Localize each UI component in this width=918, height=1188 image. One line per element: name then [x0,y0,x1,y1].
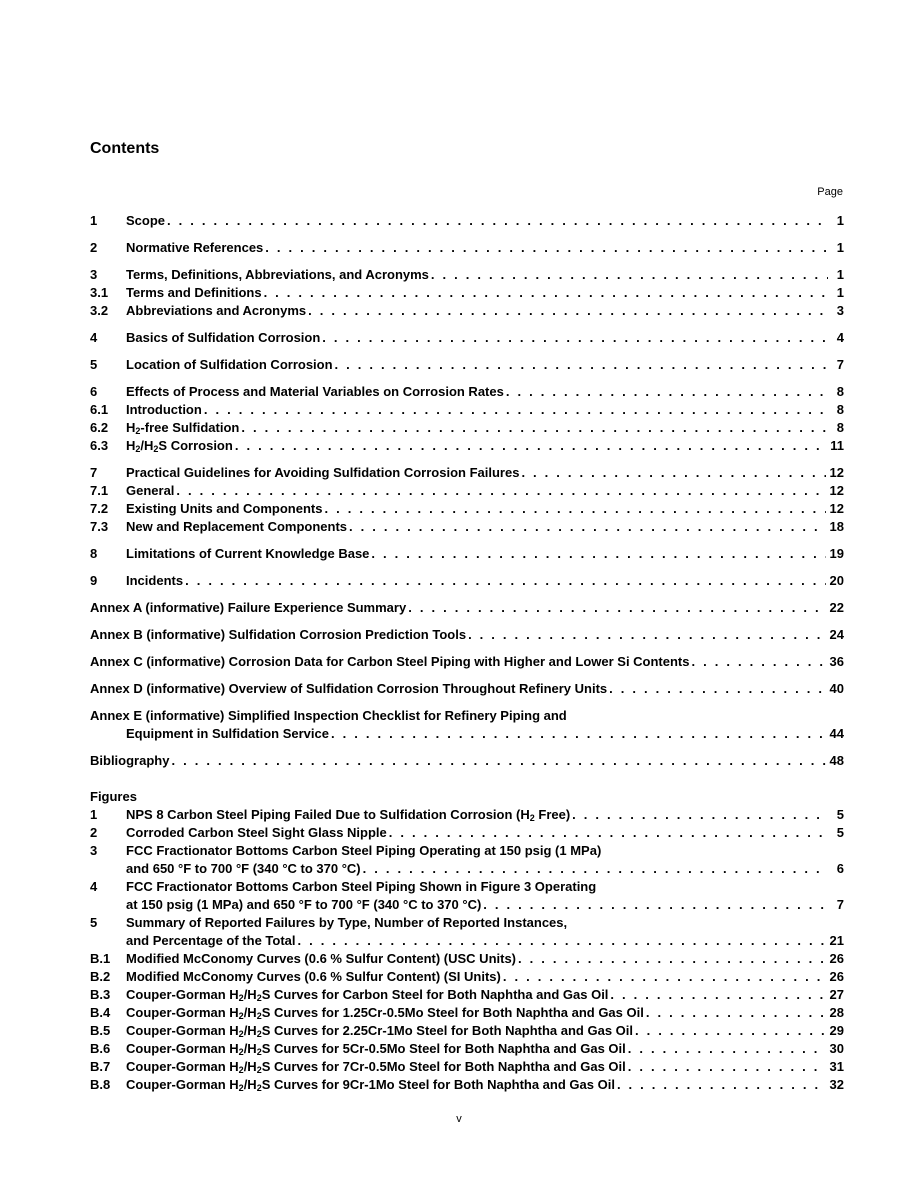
entry-title: Annex E (informative) Simplified Inspection Checklist for Refinery Piping and [90,708,567,723]
entry-number: B.8 [90,1077,111,1092]
entry-title: and Percentage of the Total [126,933,296,948]
dot-leader [363,860,828,878]
entry-number: 5 [90,915,98,930]
entry-number: 2 [90,825,98,840]
entry-title: Modified McConomy Curves (0.6 % Sulfur Content) (USC Units) [126,951,517,966]
entry-title: Couper-Gorman $H_2/H_2S$ Curves for 5Cr-0.5Mo Steel for Both Naphtha and Gas Oil [126,1041,626,1057]
toc-figure-entry[interactable] [90,1040,846,1058]
entry-page-number: 7 [836,897,844,912]
entry-number: 4 [90,330,98,345]
toc-annex-entry[interactable] [90,653,846,671]
entry-page-number: 3 [836,303,844,318]
toc-section-entry[interactable] [90,500,846,518]
entry-number: 1 [90,807,98,822]
dot-leader [322,329,828,347]
entry-title: Annex D (informative) Overview of Sulfidation Corrosion Throughout Refinery Units [90,681,608,696]
entry-title: Limitations of Current Knowledge Base [126,546,370,561]
dot-leader [331,725,826,743]
toc-annex-entry[interactable] [90,599,846,617]
dot-leader [503,968,826,986]
entry-title: Couper-Gorman $H_2/H_2S$ Curves for 9Cr-1Mo Steel for Both Naphtha and Gas Oil [126,1077,615,1093]
entry-page-number: 1 [836,240,844,255]
toc-figure-entry[interactable] [90,878,846,896]
dot-leader [308,302,828,320]
entry-number: B.5 [90,1023,111,1038]
entry-title: Introduction [126,402,202,417]
dot-leader [167,212,828,230]
toc-figure-entry[interactable] [90,950,846,968]
entry-page-number: 1 [836,285,844,300]
toc-section-entry[interactable] [90,572,846,590]
dot-leader [241,419,828,437]
entry-title: FCC Fractionator Bottoms Carbon Steel Piping Shown in Figure 3 Operating [126,879,597,894]
dot-leader [431,266,828,284]
toc-section-entry[interactable] [90,518,846,536]
entry-number: 7 [90,465,98,480]
entry-page-number: 26 [829,969,844,984]
toc-section-entry[interactable] [90,437,846,455]
entry-number: 8 [90,546,98,561]
entry-title: Annex C (informative) Corrosion Data for Carbon Steel Piping with Higher and Lower Si Contents [90,654,690,669]
toc-annex-entry[interactable] [90,707,846,725]
table-of-contents [90,212,846,1094]
toc-figure-entry[interactable] [90,914,846,932]
toc-figure-entry[interactable] [90,968,846,986]
entry-page-number: 7 [836,357,844,372]
document-page [90,0,846,1188]
toc-section-entry[interactable] [90,383,846,401]
entry-number: 7.3 [90,519,109,534]
entry-title: $H_2$-free Sulfidation [126,420,240,436]
entry-page-number: 1 [836,213,844,228]
toc-figure-entry[interactable] [90,1022,846,1040]
dot-leader [389,824,828,842]
toc-annex-entry[interactable] [90,680,846,698]
entry-page-number: 44 [829,726,844,741]
entry-title: Practical Guidelines for Avoiding Sulfidation Corrosion Failures [126,465,520,480]
dot-leader [298,932,826,950]
dot-leader [335,356,828,374]
entry-title: Abbreviations and Acronyms [126,303,307,318]
dot-leader [506,383,828,401]
entry-number: B.3 [90,987,111,1002]
entry-title: Effects of Process and Material Variables on Corrosion Rates [126,384,504,399]
entry-number: B.2 [90,969,111,984]
entry-number: B.1 [90,951,111,966]
toc-section-entry[interactable] [90,419,846,437]
entry-page-number: 31 [829,1059,844,1074]
entry-page-number: 22 [829,600,844,615]
dot-leader [371,545,825,563]
entry-title: Terms, Definitions, Abbreviations, and Acronyms [126,267,429,282]
dot-leader [572,806,828,824]
toc-figure-entry[interactable] [90,824,846,842]
page-title: Contents [90,140,160,157]
toc-figure-entry[interactable] [90,1058,846,1076]
entry-page-number: 20 [829,573,844,588]
toc-figure-entry[interactable] [90,1076,846,1094]
entry-title: at 150 psig (1 MPa) and 650 °F to 700 °F (340 °C to 370 °C) [126,897,482,912]
dot-leader [349,518,825,536]
entry-title: NPS 8 Carbon Steel Piping Failed Due to Sulfidation Corrosion ($H_2$ Free) [126,807,571,823]
entry-number: 5 [90,357,98,372]
dot-leader [518,950,826,968]
toc-section-entry[interactable] [90,356,846,374]
page-number-footer: v [456,1113,462,1125]
dot-leader [483,896,828,914]
toc-section-entry[interactable] [90,545,846,563]
dot-leader [185,572,825,590]
entry-title: Basics of Sulfidation Corrosion [126,330,321,345]
dot-leader [324,500,825,518]
entry-number: 3.1 [90,285,109,300]
toc-figure-entry[interactable] [90,1004,846,1022]
entry-page-number: 18 [829,519,844,534]
dot-leader [609,680,825,698]
dot-leader [646,1004,826,1022]
entry-number: 7.2 [90,501,109,516]
entry-page-number: 5 [836,825,844,840]
toc-section-entry[interactable] [90,239,846,257]
entry-title: Location of Sulfidation Corrosion [126,357,333,372]
entry-title: Couper-Gorman $H_2/H_2S$ Curves for 1.25Cr-0.5Mo Steel for Both Naphtha and Gas Oil [126,1005,644,1021]
entry-page-number: 36 [829,654,844,669]
entry-page-number: 12 [829,501,844,516]
toc-figure-entry[interactable] [90,986,846,1004]
entry-page-number: 40 [829,681,844,696]
entry-page-number: 48 [829,753,844,768]
toc-figure-entry[interactable] [90,842,846,860]
entry-page-number: 29 [829,1023,844,1038]
dot-leader [408,599,825,617]
entry-title: Scope [126,213,166,228]
dot-leader [265,239,828,257]
entry-number: 1 [90,213,98,228]
entry-number: 6.3 [90,438,109,453]
toc-annex-entry[interactable] [90,626,846,644]
dot-leader [204,401,828,419]
toc-figure-entry[interactable] [90,806,846,824]
dot-leader [628,1040,826,1058]
entry-number: 2 [90,240,98,255]
entry-page-number: 28 [829,1005,844,1020]
entry-title: Normative References [126,240,264,255]
entry-number: 3.2 [90,303,109,318]
entry-page-number: 6 [836,861,844,876]
dot-leader [610,986,825,1004]
dot-leader [635,1022,826,1040]
entry-title: Couper-Gorman $H_2/H_2S$ Curves for 7Cr-0.5Mo Steel for Both Naphtha and Gas Oil [126,1059,626,1075]
entry-title: $H_2/H_2S$ Corrosion [126,438,233,454]
entry-title: Couper-Gorman $H_2/H_2S$ Curves for 2.25Cr-1Mo Steel for Both Naphtha and Gas Oil [126,1023,633,1039]
toc-section-entry[interactable] [90,329,846,347]
entry-number: 7.1 [90,483,109,498]
entry-number: 6 [90,384,98,399]
entry-title: Bibliography [90,753,170,768]
entry-page-number: 5 [836,807,844,822]
dot-leader [617,1076,826,1094]
dot-leader [521,464,825,482]
entry-number: B.7 [90,1059,111,1074]
toc-section-entry[interactable] [90,212,846,230]
entry-page-number: 12 [829,483,844,498]
entry-page-number: 1 [836,267,844,282]
toc-figure-entry-continued[interactable] [90,896,846,914]
toc-section-entry[interactable] [90,284,846,302]
entry-page-number: 8 [836,402,844,417]
dot-leader [264,284,828,302]
toc-section-entry[interactable] [90,482,846,500]
entry-number: 3 [90,843,98,858]
toc-figure-entry-continued[interactable] [90,932,846,950]
entry-title: and 650 °F to 700 °F (340 °C to 370 °C) [126,861,361,876]
entry-page-number: 8 [836,420,844,435]
entry-title: Corroded Carbon Steel Sight Glass Nipple [126,825,387,840]
entry-title: Terms and Definitions [126,285,262,300]
toc-annex-entry-continued[interactable] [90,725,846,743]
entry-number: B.4 [90,1005,111,1020]
dot-leader [176,482,825,500]
entry-page-number: 21 [829,933,844,948]
entry-title: FCC Fractionator Bottoms Carbon Steel Piping Operating at 150 psig (1 MPa) [126,843,602,858]
toc-section-entry[interactable] [90,302,846,320]
dot-leader [628,1058,826,1076]
dot-leader [468,626,825,644]
entry-number: 6.2 [90,420,109,435]
entry-title: New and Replacement Components [126,519,348,534]
toc-section-entry[interactable] [90,401,846,419]
entry-page-number: 11 [830,438,844,453]
entry-number: 9 [90,573,98,588]
figures-heading: Figures [90,789,137,804]
toc-section-entry[interactable] [90,266,846,284]
entry-page-number: 30 [829,1041,844,1056]
toc-figure-entry-continued[interactable] [90,860,846,878]
entry-title: Annex B (informative) Sulfidation Corrosion Prediction Tools [90,627,467,642]
entry-page-number: 4 [836,330,844,345]
entry-page-number: 32 [829,1077,844,1092]
entry-title: Equipment in Sulfidation Service [126,726,329,741]
dot-leader [235,437,826,455]
toc-section-entry[interactable] [90,464,846,482]
entry-title: Modified McConomy Curves (0.6 % Sulfur Content) (SI Units) [126,969,501,984]
toc-annex-entry[interactable] [90,752,846,770]
entry-page-number: 12 [829,465,844,480]
entry-number: 6.1 [90,402,109,417]
entry-page-number: 19 [829,546,844,561]
entry-title: Summary of Reported Failures by Type, Number of Reported Instances, [126,915,568,930]
entry-page-number: 24 [829,627,844,642]
entry-page-number: 8 [836,384,844,399]
dot-leader [692,653,826,671]
entry-title: Incidents [126,573,184,588]
page-column-label: Page [817,186,843,198]
entry-number: 3 [90,267,98,282]
entry-number: B.6 [90,1041,111,1056]
entry-page-number: 27 [829,987,844,1002]
entry-page-number: 26 [829,951,844,966]
entry-title: General [126,483,175,498]
entry-title: Existing Units and Components [126,501,323,516]
entry-title: Couper-Gorman $H_2/H_2S$ Curves for Carbon Steel for Both Naphtha and Gas Oil [126,987,609,1003]
dot-leader [171,752,825,770]
entry-number: 4 [90,879,98,894]
entry-title: Annex A (informative) Failure Experience Summary [90,600,407,615]
